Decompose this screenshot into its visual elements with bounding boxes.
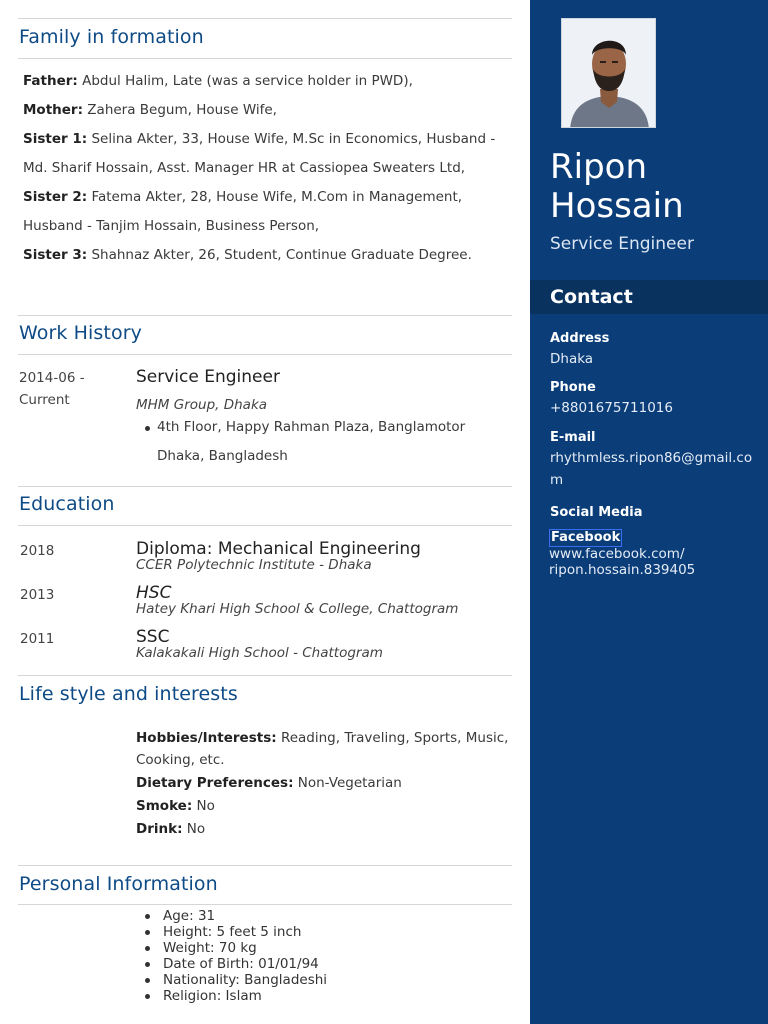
work-heading: Work History: [19, 322, 142, 344]
bullet-dot: [145, 978, 150, 983]
family-line-sister2-cont: Husband - Tanjim Hossain, Business Person,: [23, 218, 320, 234]
hobbies-label: Hobbies/Interests:: [136, 730, 277, 746]
edu-school-kalakakali: Kalakakali High School - Chattogram: [136, 645, 383, 661]
family-line-sister1: [23, 131, 495, 147]
father-label: Father:: [23, 73, 78, 89]
work-address-line2: Dhaka, Bangladesh: [157, 448, 288, 464]
divider: [18, 18, 512, 19]
work-address-line1: 4th Floor, Happy Rahman Plaza, Banglamotor: [157, 419, 466, 435]
diet-label: Dietary Preferences:: [136, 775, 294, 791]
sister1-text: Selina Akter, 33, House Wife, M.Sc in Economics, Husband -: [91, 131, 496, 147]
work-date-end: Current: [19, 392, 70, 408]
bullet-dot: [145, 946, 150, 951]
personal-age: Age: 31: [163, 908, 216, 924]
edu-degree-diploma: Diploma: Mechanical Engineering: [136, 539, 421, 559]
sister2-label: Sister 2:: [23, 189, 88, 205]
divider: [18, 315, 512, 316]
drink-label: Drink:: [136, 821, 183, 837]
family-heading: Family in formation: [19, 26, 204, 48]
facebook-url-line1[interactable]: www.facebook.com/: [549, 546, 685, 562]
sister3-text: Shahnaz Akter, 26, Student, Continue Graduate Degree.: [91, 247, 472, 263]
email-value-line1[interactable]: rhythmless.ripon86@gmail.co: [550, 450, 753, 466]
diet-text: Non-Vegetarian: [297, 775, 402, 791]
profile-photo: [561, 18, 656, 128]
bullet-dot: [145, 930, 150, 935]
company: MHM Group, Dhaka: [136, 397, 268, 413]
personal-height: Height: 5 feet 5 inch: [163, 924, 302, 940]
father-text: Abdul Halim, Late (was a service holder in PWD),: [82, 73, 413, 89]
edu-degree-ssc: SSC: [136, 627, 170, 647]
bullet-dot: [145, 994, 150, 999]
smoke-label: Smoke:: [136, 798, 193, 814]
hobbies-line: [136, 730, 508, 746]
social-media-label: Social Media: [550, 505, 643, 520]
facebook-url-line2[interactable]: ripon.hossain.839405: [549, 562, 696, 578]
family-line-sister3: [23, 247, 472, 263]
divider: [18, 58, 512, 59]
smoke-text: No: [196, 798, 215, 814]
bullet-dot: [145, 962, 150, 967]
edu-year-2018: 2018: [20, 543, 55, 559]
personal-nationality: Nationality: Bangladeshi: [163, 972, 328, 988]
email-value-line2[interactable]: m: [550, 472, 564, 488]
divider: [18, 675, 512, 676]
bullet-dot: [145, 914, 150, 919]
sister1-label: Sister 1:: [23, 131, 88, 147]
hobbies-text: Reading, Traveling, Sports, Music,: [280, 730, 509, 746]
edu-year-2013: 2013: [20, 587, 55, 603]
smoke-line: [136, 798, 215, 814]
resume-sidebar: [530, 0, 768, 1024]
first-name: Ripon: [550, 147, 648, 187]
address-value: Dhaka: [550, 351, 594, 367]
job-title: Service Engineer: [136, 367, 280, 387]
education-heading: Education: [19, 493, 115, 515]
facebook-link[interactable]: Facebook: [551, 530, 621, 545]
sister2-text: Fatema Akter, 28, House Wife, M.Com in Management,: [91, 189, 463, 205]
divider: [18, 904, 512, 905]
email-label: E-mail: [550, 430, 596, 445]
phone-value[interactable]: +8801675711016: [550, 400, 673, 416]
work-date-start: 2014-06 -: [19, 370, 85, 386]
divider: [18, 525, 512, 526]
personal-heading: Personal Information: [19, 873, 218, 895]
family-line-sister1-cont: Md. Sharif Hossain, Asst. Manager HR at Cassiopea Sweaters Ltd,: [23, 160, 466, 176]
bullet-dot: [145, 426, 150, 431]
candidate-name: [550, 148, 684, 226]
hobbies-line-cont: Cooking, etc.: [136, 752, 225, 768]
profile-photo-illustration: [562, 19, 656, 128]
drink-text: No: [186, 821, 206, 837]
family-line-mother: [23, 102, 277, 118]
personal-religion: Religion: Islam: [163, 988, 262, 1004]
divider: [18, 865, 512, 866]
edu-school-ccer: CCER Polytechnic Institute - Dhaka: [136, 557, 372, 573]
mother-label: Mother:: [23, 102, 83, 118]
edu-year-2011: 2011: [20, 631, 55, 647]
drink-line: [136, 821, 205, 837]
address-label: Address: [550, 331, 610, 346]
edu-school-hatey-khari: Hatey Khari High School & College, Chattogram: [136, 601, 459, 617]
divider: [18, 354, 512, 355]
candidate-role: Service Engineer: [550, 234, 694, 254]
divider: [18, 486, 512, 487]
personal-weight: Weight: 70 kg: [163, 940, 257, 956]
diet-line: [136, 775, 402, 791]
last-name: Hossain: [550, 186, 684, 226]
family-line-sister2: [23, 189, 462, 205]
phone-label: Phone: [550, 380, 596, 395]
contact-heading: Contact: [550, 286, 633, 308]
sister3-label: Sister 3:: [23, 247, 88, 263]
lifestyle-heading: Life style and interests: [19, 683, 238, 705]
personal-dob: Date of Birth: 01/01/94: [163, 956, 319, 972]
work-date: [19, 367, 85, 411]
family-line-father: [23, 73, 413, 89]
mother-text: Zahera Begum, House Wife,: [87, 102, 277, 118]
edu-degree-hsc: HSC: [136, 583, 172, 603]
